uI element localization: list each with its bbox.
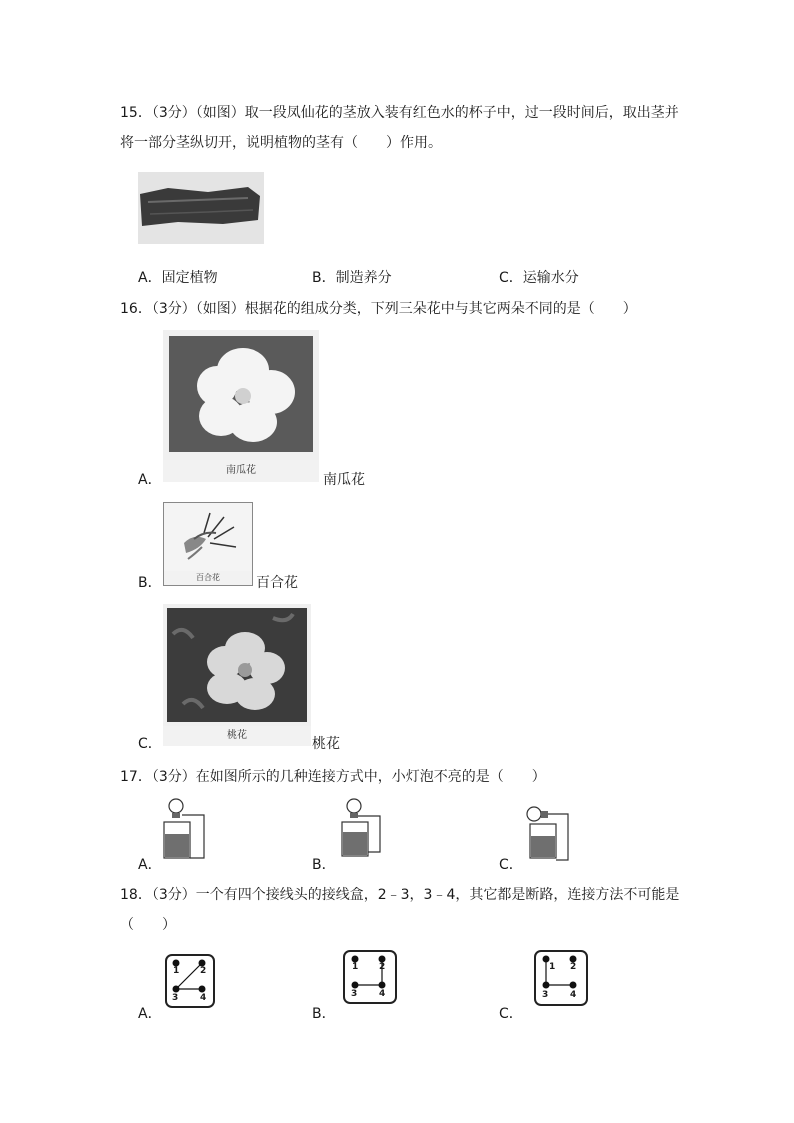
circuit-c-diagram[interactable]: [522, 802, 578, 866]
terminal-label-2: 2: [200, 966, 207, 976]
circuit-b-diagram[interactable]: [336, 796, 388, 864]
junction-box-b[interactable]: [342, 949, 398, 1005]
pumpkin-flower-photo-caption: 南瓜花: [163, 460, 319, 482]
bulb-icon: [347, 799, 361, 813]
question-15-text: 15．（3分）（如图）取一段凤仙花的茎放入装有红色水的杯子中，过一段时间后，取出茎并将一部分茎纵切开，说明植物的茎有（ ）作用。: [120, 105, 679, 151]
q15-option-c[interactable]: C．运输水分: [499, 270, 579, 286]
q16-option-c-letter[interactable]: C．: [138, 736, 162, 752]
terminal-label-3: 3: [172, 993, 179, 1003]
q17-option-c-letter[interactable]: C．: [499, 857, 523, 873]
junction-box-c[interactable]: [533, 949, 589, 1007]
peach-flower-photo[interactable]: [163, 604, 311, 746]
lily-flower-photo[interactable]: [163, 502, 253, 586]
q15-option-a[interactable]: A．固定植物: [138, 270, 218, 286]
question-16-text: 16．（3分）（如图）根据花的组成分类，下列三朵花中与其它两朵不同的是（ ）: [120, 301, 637, 317]
question-17-text: 17．（3分）在如图所示的几种连接方式中，小灯泡不亮的是（ ）: [120, 769, 546, 785]
terminal-label-3: 3: [542, 990, 549, 1000]
terminal-label-3: 3: [351, 989, 358, 999]
q17-option-a-letter[interactable]: A．: [138, 857, 162, 873]
terminal-label-4: 4: [200, 993, 207, 1003]
lily-flower-photo-caption: 百合花: [164, 571, 252, 585]
q15-option-b[interactable]: B．制造养分: [312, 270, 392, 286]
q16-option-a-label: 南瓜花: [323, 472, 365, 488]
terminal-label-1: 1: [352, 962, 359, 972]
question-18-text: 18．（3分）一个有四个接线头的接线盒，2﹣3，3﹣4，其它都是断路，连接方法不可能是（ ）: [120, 887, 680, 933]
terminal-label-2: 2: [570, 962, 577, 972]
peach-flower-image: [163, 604, 311, 726]
junction-box-a[interactable]: [164, 953, 216, 1009]
q16-option-c-label: 桃花: [312, 736, 340, 752]
terminal-label-1: 1: [549, 962, 556, 972]
terminal-label-4: 4: [570, 990, 577, 1000]
pumpkin-flower-photo[interactable]: [163, 330, 319, 482]
q16-option-a-letter[interactable]: A．: [138, 472, 162, 488]
bulb-icon: [527, 807, 541, 821]
terminal-label-1: 1: [173, 966, 180, 976]
bulb-icon: [169, 799, 183, 813]
stem-image: [138, 172, 264, 244]
lily-flower-image: [164, 503, 252, 573]
q16-option-b-label: 百合花: [256, 575, 298, 591]
q17-option-b-letter[interactable]: B．: [312, 857, 336, 873]
peach-flower-photo-caption: 桃花: [163, 726, 311, 746]
q16-option-b-letter[interactable]: B．: [138, 575, 162, 591]
pumpkin-flower-image: [163, 330, 319, 458]
q18-option-c-letter[interactable]: C．: [499, 1006, 523, 1022]
stem-photo: [138, 172, 264, 244]
terminal-label-2: 2: [379, 962, 386, 972]
q18-option-a-letter[interactable]: A．: [138, 1006, 162, 1022]
terminal-label-4: 4: [379, 989, 386, 999]
circuit-a-diagram[interactable]: [160, 796, 212, 864]
q18-option-b-letter[interactable]: B．: [312, 1006, 336, 1022]
